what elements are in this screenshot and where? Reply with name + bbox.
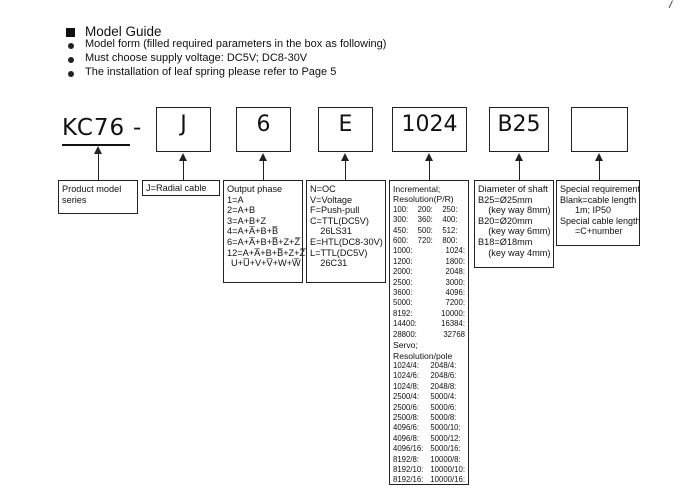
code-box-cable-value: J	[180, 112, 187, 137]
page-marker: /	[669, 0, 672, 11]
desc-line: Incremental;	[393, 184, 441, 194]
resolution-value: 2048:	[445, 267, 465, 277]
servo-value: 4096/6:	[393, 423, 420, 433]
resolution-value: 3000:	[445, 277, 465, 287]
resolution-grid-small	[393, 205, 465, 247]
servo-value: 10000/8:	[430, 454, 461, 464]
resolution-value: 450:	[393, 225, 409, 235]
code-box-special	[571, 107, 628, 152]
servo-value: 2048/4:	[430, 360, 457, 370]
resolution-value: 500:	[417, 225, 433, 235]
resolution-value: 32768	[443, 329, 465, 339]
resolution-value: 14400:	[393, 319, 417, 329]
bullet-line-1: Model form (filled required parameters in the box as following)	[85, 38, 387, 50]
desc-shaft	[474, 180, 554, 268]
resolution-value: 400:	[442, 215, 458, 225]
desc-line: E=HTL(DC8-30V)	[310, 236, 383, 247]
resolution-value: 16384:	[441, 319, 465, 329]
servo-value: 2500/4:	[393, 392, 420, 402]
connector-line	[599, 160, 600, 180]
desc-line: 1m; IP50	[560, 205, 612, 216]
resolution-value: 2500:	[393, 277, 413, 287]
desc-line: L=TTL(DC5V)	[310, 247, 368, 258]
desc-line: F=Push-pull	[310, 205, 360, 216]
code-box-resolution	[392, 107, 467, 152]
connector-line	[519, 160, 520, 180]
resolution-value: 28800:	[393, 329, 417, 339]
desc-line: B20=Ø20mm	[478, 215, 533, 226]
servo-value: 8192/16:	[393, 475, 424, 485]
connector-line	[263, 160, 264, 180]
servo-value: 8192/10:	[393, 464, 424, 474]
connector-line	[429, 160, 430, 180]
code-box-shaft-value: B25	[497, 112, 541, 137]
code-box-cable	[156, 107, 211, 152]
resolution-value: 2000:	[393, 267, 413, 277]
resolution-value: 200:	[417, 204, 433, 214]
servo-value: 4096/16:	[393, 444, 424, 454]
desc-line: C=TTL(DC5V)	[310, 215, 369, 226]
desc-line: Special cable length	[560, 215, 641, 226]
servo-value: 2048/6:	[430, 371, 457, 381]
code-box-phase	[236, 107, 291, 152]
servo-value: 5000/12:	[430, 433, 461, 443]
servo-value: 4096/8:	[393, 433, 420, 443]
resolution-value: 300:	[393, 215, 409, 225]
desc-line: (key way 8mm)	[478, 205, 551, 216]
desc-line: B25=Ø25mm	[478, 194, 533, 205]
desc-line: Product model	[62, 184, 122, 194]
resolution-value: 100:	[393, 204, 409, 214]
resolution-value: 1000:	[393, 246, 413, 256]
servo-value: 1024/8:	[393, 381, 420, 391]
code-dash: -	[133, 115, 143, 141]
desc-line: Resolution/pole	[393, 350, 453, 361]
connector-line	[98, 153, 99, 180]
resolution-value: 7200:	[445, 298, 465, 308]
resolution-value: 360:	[417, 215, 433, 225]
servo-value: 5000/6:	[430, 402, 457, 412]
desc-line: 1=A	[227, 194, 244, 205]
resolution-value: 512:	[442, 225, 458, 235]
resolution-value: 5000:	[393, 298, 413, 308]
resolution-value: 800:	[442, 236, 458, 246]
page-title: Model Guide	[85, 24, 162, 39]
desc-line: 12=A+A̅+B+B̅+Z+Z̅	[227, 247, 306, 258]
servo-value: 1024/4:	[393, 360, 420, 370]
servo-value: 8192/8:	[393, 454, 420, 464]
desc-line: 26C31	[310, 258, 348, 269]
desc-resolution	[389, 180, 469, 485]
code-box-phase-value: 6	[256, 112, 271, 137]
resolution-value: 600:	[393, 236, 409, 246]
desc-line: series	[62, 194, 87, 205]
desc-line: =C+number	[560, 226, 623, 237]
desc-output	[306, 180, 386, 283]
code-box-resolution-value: 1024	[401, 112, 458, 137]
desc-series	[58, 180, 138, 214]
desc-special	[556, 180, 640, 246]
servo-value: 10000/10:	[430, 464, 465, 474]
resolution-value: 4096:	[445, 288, 465, 298]
servo-grid	[393, 361, 465, 486]
servo-value: 5000/8:	[430, 412, 457, 422]
model-series-code: KC76	[62, 115, 126, 141]
servo-value: 5000/10:	[430, 423, 461, 433]
desc-line: Resolution(P/R)	[393, 194, 454, 205]
resolution-value: 720:	[417, 236, 433, 246]
desc-line: Servo;	[393, 340, 418, 351]
resolution-value: 8192:	[393, 308, 413, 318]
bullet-line-2: Must choose supply voltage: DC5V; DC8-30V	[85, 52, 308, 64]
connector-line	[345, 160, 346, 180]
resolution-grid-large	[393, 246, 465, 340]
servo-value: 2048/8:	[430, 381, 457, 391]
desc-line: (key way 6mm)	[478, 226, 551, 237]
desc-phase	[223, 180, 306, 283]
desc-line: 4=A+A̅+B+B̅	[227, 226, 279, 237]
servo-value: 1024/6:	[393, 371, 420, 381]
bullet-line-3: The installation of leaf spring please refer to Page 5	[85, 66, 337, 78]
bullet-dot-icon	[68, 43, 74, 49]
servo-value: 5000/4:	[430, 392, 457, 402]
bullet-dot-icon	[68, 71, 74, 77]
desc-line: B18=Ø18mm	[478, 236, 533, 247]
servo-value: 2500/6:	[393, 402, 420, 412]
code-box-output-value: E	[338, 112, 353, 137]
desc-line: N=OC	[310, 184, 336, 194]
desc-line: J=Radial cable	[146, 183, 207, 193]
servo-value: 5000/16:	[430, 444, 461, 454]
desc-line: 26LS31	[310, 226, 352, 237]
desc-line: Diameter of shaft	[478, 184, 548, 194]
resolution-value: 10000:	[441, 308, 465, 318]
desc-line: Output phase	[227, 184, 283, 194]
desc-cable	[142, 180, 220, 196]
desc-line: Blank=cable length	[560, 194, 637, 205]
bullet-dot-icon	[68, 57, 74, 63]
code-box-shaft	[489, 107, 549, 152]
resolution-value: 1800:	[445, 256, 465, 266]
desc-line: 2=A+B	[227, 205, 256, 216]
connector-line	[183, 160, 184, 180]
desc-line: 3=A+B+Z	[227, 215, 267, 226]
square-bullet-icon	[66, 28, 75, 37]
resolution-value: 3600:	[393, 288, 413, 298]
resolution-value: 1200:	[393, 256, 413, 266]
resolution-value: 250:	[442, 204, 458, 214]
resolution-value: 1024:	[445, 246, 465, 256]
desc-line: Special requirement	[560, 184, 641, 194]
servo-value: 10000/16:	[430, 475, 465, 485]
desc-line: 6=A+A̅+B+B̅+Z+Z̅	[227, 236, 301, 247]
desc-line: (key way 4mm)	[478, 247, 551, 258]
servo-value: 2500/8:	[393, 412, 420, 422]
desc-line: U+U̅+V+V̅+W+W̅	[231, 258, 301, 269]
desc-line: V=Voltage	[310, 194, 353, 205]
code-box-output	[318, 107, 373, 152]
